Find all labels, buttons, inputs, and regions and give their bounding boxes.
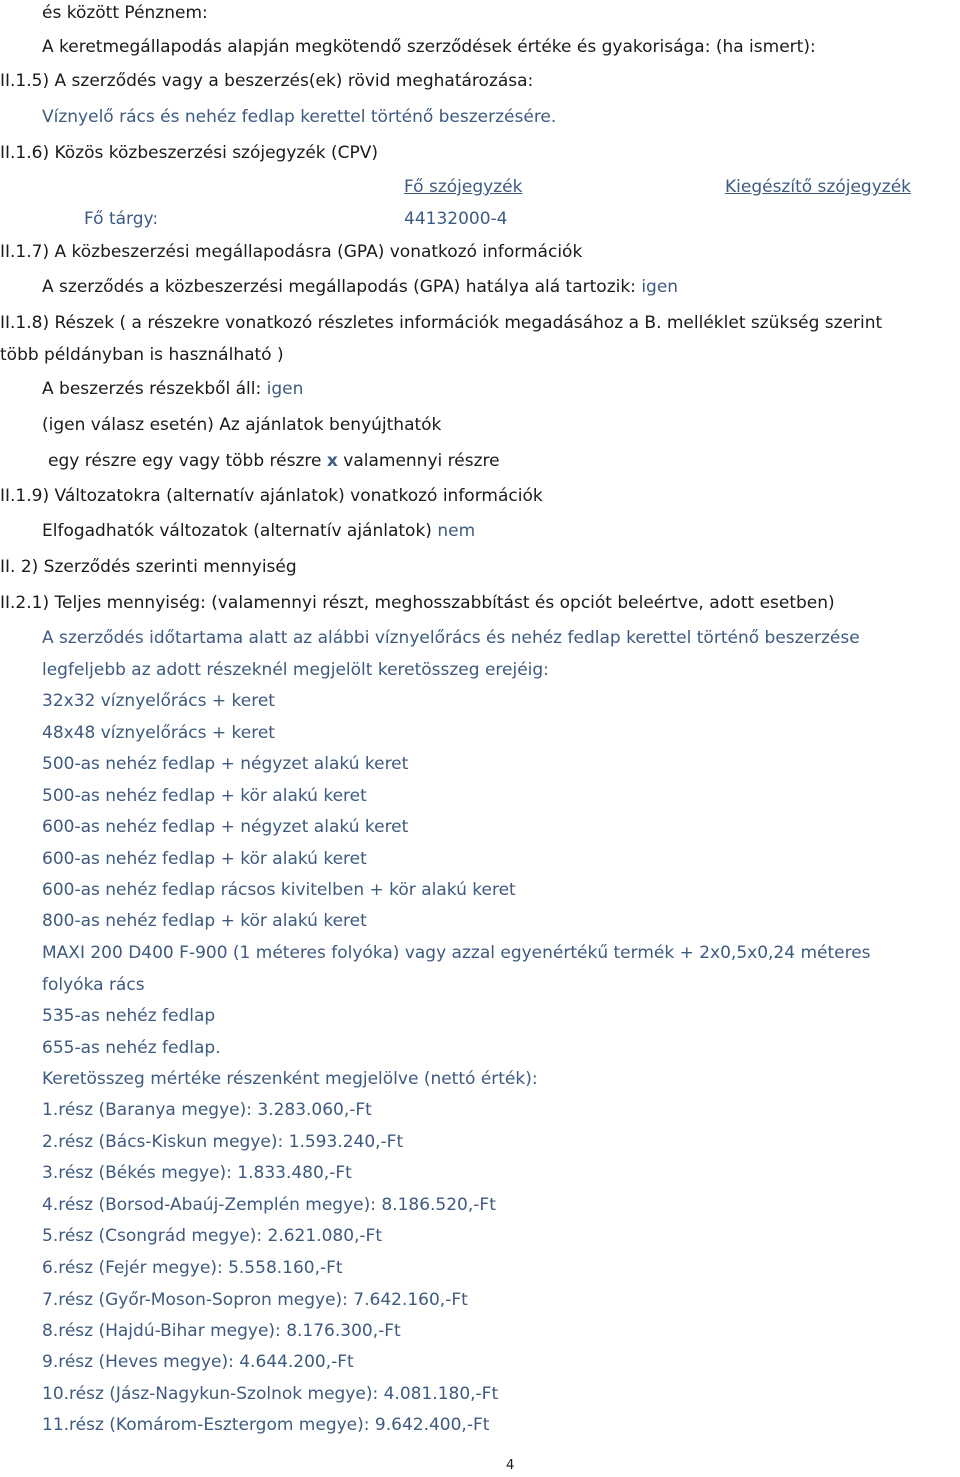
list-item: 10.rész (Jász-Nagykun-Szolnok megye): 4.081.180,-Ft xyxy=(42,1384,499,1404)
list-item: 32x32 víznyelőrács + keret xyxy=(42,691,275,711)
list-item: 535-as nehéz fedlap xyxy=(42,1006,216,1026)
parts-question: A beszerzés részekből áll: xyxy=(42,379,262,399)
text-line: Víznyelő rács és nehéz fedlap kerettel történő beszerzésére. xyxy=(42,107,557,127)
text-line: legfeljebb az adott részeknél megjelölt keretösszeg erejéig: xyxy=(42,660,549,680)
gpa-answer: igen xyxy=(641,277,679,297)
text-line: Keretösszeg mértéke részenként megjelölve (nettó érték): xyxy=(42,1069,538,1089)
cpv-subject-code: 44132000-4 xyxy=(404,209,508,229)
section-heading: II.1.6) Közös közbeszerzési szójegyzék (CPV) xyxy=(0,143,379,163)
section-heading: II.1.5) A szerződés vagy a beszerzés(ek) rövid meghatározása: xyxy=(0,71,534,91)
list-item: 8.rész (Hajdú-Bihar megye): 8.176.300,-Ft xyxy=(42,1321,401,1341)
list-item: 500-as nehéz fedlap + kör alakú keret xyxy=(42,786,367,806)
text-line: A szerződés időtartama alatt az alábbi víznyelőrács és nehéz fedlap kerettel történő beszerzése xyxy=(42,628,860,648)
list-item: MAXI 200 D400 F-900 (1 méteres folyóka) vagy azzal egyenértékű termék + 2x0,5x0,24 méteres xyxy=(42,943,871,963)
section-heading: II.1.9) Változatokra (alternatív ajánlatok) vonatkozó információk xyxy=(0,486,543,506)
page-number: 4 xyxy=(506,1458,515,1473)
cpv-subject-label: Fő tárgy: xyxy=(84,209,159,229)
list-item: 600-as nehéz fedlap rácsos kivitelben + kör alakú keret xyxy=(42,880,516,900)
bid-option-all: valamennyi részre xyxy=(343,451,500,471)
variants-answer: nem xyxy=(437,521,476,541)
section-heading: II. 2) Szerződés szerinti mennyiség xyxy=(0,557,297,577)
variants-question: Elfogadhatók változatok (alternatív ajánlatok) xyxy=(42,521,432,541)
list-item: 6.rész (Fejér megye): 5.558.160,-Ft xyxy=(42,1258,343,1278)
text-line xyxy=(42,276,678,298)
list-item: 2.rész (Bács-Kiskun megye): 1.593.240,-Ft xyxy=(42,1132,404,1152)
list-item: folyóka rács xyxy=(42,975,145,995)
list-item: 3.rész (Békés megye): 1.833.480,-Ft xyxy=(42,1163,352,1183)
text-line xyxy=(42,378,303,400)
list-item: 600-as nehéz fedlap + kör alakú keret xyxy=(42,849,367,869)
list-item: 9.rész (Heves megye): 4.644.200,-Ft xyxy=(42,1352,354,1372)
text-line xyxy=(42,520,475,542)
text-line: több példányban is használható ) xyxy=(0,345,284,365)
section-heading: II.1.8) Részek ( a részekre vonatkozó részletes információk megadásához a B. melléklet szükség szerint xyxy=(0,313,883,333)
cpv-main-heading: Fő szójegyzék xyxy=(404,177,523,197)
cpv-supplementary-heading: Kiegészítő szójegyzék xyxy=(725,177,911,197)
text-line xyxy=(48,450,500,472)
text-line: (igen válasz esetén) Az ajánlatok benyújthatók xyxy=(42,415,442,435)
list-item: 1.rész (Baranya megye): 3.283.060,-Ft xyxy=(42,1100,372,1120)
list-item: 5.rész (Csongrád megye): 2.621.080,-Ft xyxy=(42,1226,382,1246)
bid-options: egy részre egy vagy több részre xyxy=(48,451,322,471)
list-item: 48x48 víznyelőrács + keret xyxy=(42,723,275,743)
list-item: 4.rész (Borsod-Abaúj-Zemplén megye): 8.186.520,-Ft xyxy=(42,1195,496,1215)
parts-answer: igen xyxy=(266,379,304,399)
section-heading: II.2.1) Teljes mennyiség: (valamennyi részt, meghosszabbítást és opciót beleértve, adott esetben) xyxy=(0,593,835,613)
section-heading: II.1.7) A közbeszerzési megállapodásra (GPA) vonatkozó információk xyxy=(0,242,583,262)
text-line: és között Pénznem: xyxy=(42,3,208,23)
list-item: 655-as nehéz fedlap. xyxy=(42,1038,221,1058)
list-item: 11.rész (Komárom-Esztergom megye): 9.642.400,-Ft xyxy=(42,1415,490,1435)
list-item: 7.rész (Győr-Moson-Sopron megye): 7.642.160,-Ft xyxy=(42,1290,468,1310)
list-item: 800-as nehéz fedlap + kör alakú keret xyxy=(42,911,367,931)
text-line: A keretmegállapodás alapján megkötendő szerződések értéke és gyakorisága: (ha ismert): xyxy=(42,37,816,57)
list-item: 600-as nehéz fedlap + négyzet alakú keret xyxy=(42,817,409,837)
list-item: 500-as nehéz fedlap + négyzet alakú keret xyxy=(42,754,409,774)
selected-mark: x xyxy=(326,451,338,471)
gpa-question: A szerződés a közbeszerzési megállapodás (GPA) hatálya alá tartozik: xyxy=(42,277,636,297)
